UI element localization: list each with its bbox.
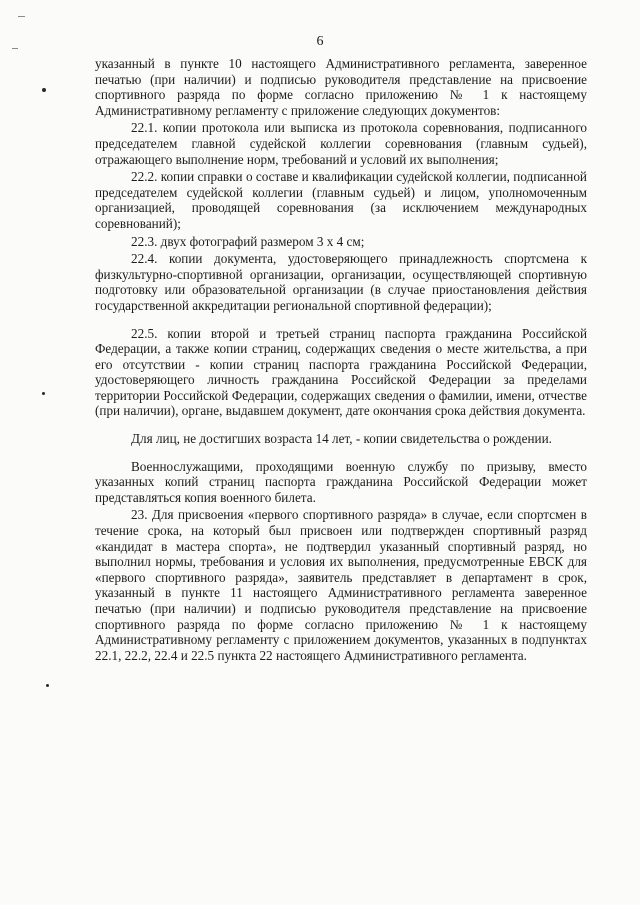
paragraph-22-4: 22.4. копии документа, удостоверяющего принадлежность спортсмена к физкультурно-спортивной организации, организации, осуществляющей спортивную подготовку или образовательной организации (в случае приостановления действия государственной аккредитации региональной спортивной федерации);: [95, 251, 587, 313]
paragraph-military: Военнослужащими, проходящими военную службу по призыву, вместо указанных копий страниц паспорта гражданина Российской Федерации может представляться копия военного билета.: [95, 458, 587, 505]
paragraph-intro: указанный в пункте 10 настоящего Административного регламента, заверенное печатью (при наличии) и подписью руководителя представление на присвоение спортивного разряда по форме согласно приложению № 1 к настоящему Административному регламенту с приложение следующих документов:: [95, 56, 587, 118]
paragraph-22-2: 22.2. копии справки о составе и квалификации судейской коллегии, подписанной председателем судейской коллегии (главным судьей) и лицом, уполномоченным организацией, проводящей соревнования (за исключением международных соревнований);: [95, 169, 587, 231]
scan-mark-1: [42, 88, 46, 92]
paragraph-22-5: 22.5. копии второй и третьей страниц паспорта гражданина Российской Федерации, а также копии страниц, содержащих сведения о месте жительства, а при его отсутствии - копии страниц паспорта гражданина Российской Федерации, удостоверяющего личность гражданина Российской Федерации за пределами территории Российской Федерации, содержащих сведения о фамилии, имени, отчестве (при наличии), органе, выдавшем документ, дате окончания срока действия документа.: [95, 325, 587, 419]
paragraph-22-1: 22.1. копии протокола или выписка из протокола соревнования, подписанного председателем главной судейской коллегии соревнования (главным судьей), отражающего выполнение норм, требований и условий их выполнения;: [95, 120, 587, 167]
scan-dash-top: [18, 16, 25, 17]
paragraph-23: 23. Для присвоения «первого спортивного разряда» в случае, если спортсмен в течение срока, на который был присвоен или подтвержден спортивный разряд «кандидат в мастера спорта», не подтвердил указанный спортивный разряд, но выполнил нормы, требования и условия их выполнения, предусмотренные ЕВСК для «первого спортивного разряда», заявитель представляет в департамент в срок, указанный в пункте 11 настоящего Административного регламента заверенное печатью (при наличии) и подписью руководителя представление на присвоение спортивного разряда по форме согласно приложению № 1 к настоящему Административному регламенту с приложением документов, указанных в подпунктах 22.1, 22.2, 22.4 и 22.5 пункта 22 настоящего Административного регламента.: [95, 507, 587, 663]
document-body: [95, 56, 587, 663]
paragraph-minors: Для лиц, не достигших возраста 14 лет, - копии свидетельства о рождении.: [131, 431, 552, 447]
paragraph-22-3: 22.3. двух фотографий размером 3 х 4 см;: [131, 233, 365, 249]
scan-mark-2: [42, 392, 45, 395]
page-number: 6: [316, 34, 324, 49]
scan-mark-3: [46, 684, 49, 687]
